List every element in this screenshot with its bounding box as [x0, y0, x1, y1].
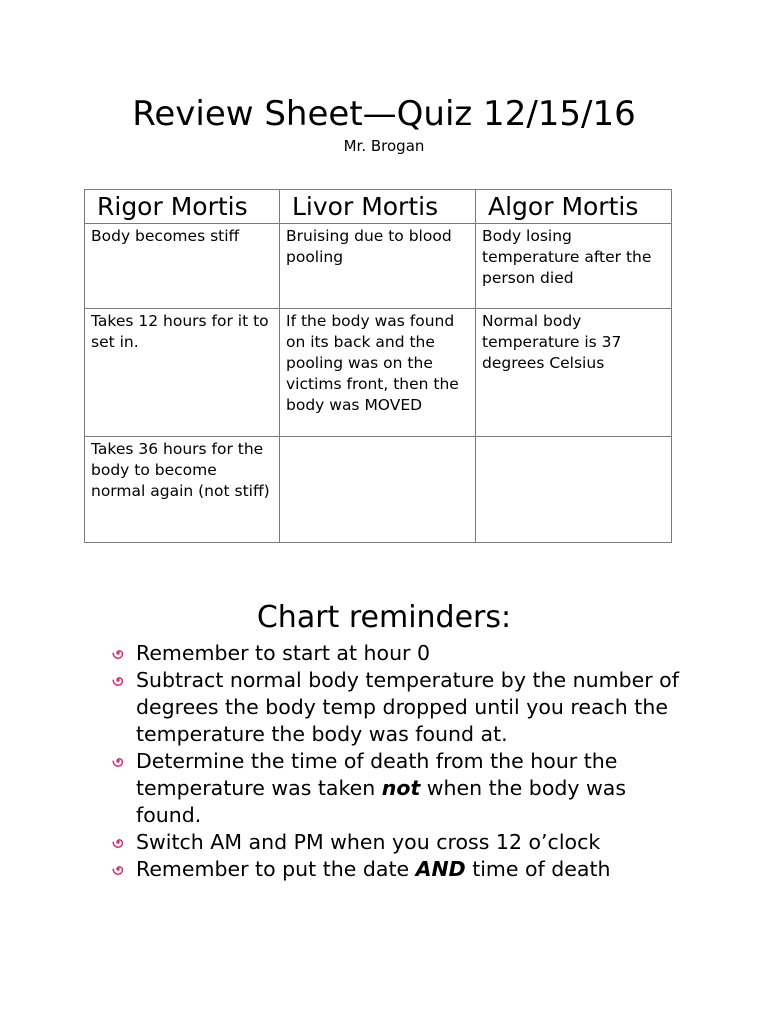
header-rigor-mortis: Rigor Mortis	[85, 190, 280, 224]
table-cell: Normal body temperature is 37 degrees Celsius	[476, 309, 672, 437]
table-cell: Takes 36 hours for the body to become normal again (not stiff)	[85, 437, 280, 543]
reminders-title: Chart reminders:	[256, 600, 512, 635]
reminder-emphasis: not	[381, 776, 421, 800]
table-cell	[280, 437, 476, 543]
reminder-emphasis: AND	[415, 857, 466, 881]
header-livor-mortis: Livor Mortis	[280, 190, 476, 224]
swirl-bullet-icon	[112, 836, 124, 848]
list-item	[112, 856, 692, 883]
table-row	[85, 437, 672, 543]
mortis-table	[84, 189, 672, 543]
swirl-bullet-icon	[112, 863, 124, 875]
list-item	[112, 748, 692, 829]
table-row	[85, 309, 672, 437]
table-header-row	[85, 190, 672, 224]
document-title: Review Sheet—Quiz 12/15/16	[132, 94, 636, 134]
reminder-text: when the body was found.	[136, 776, 627, 827]
table-row	[85, 224, 672, 309]
table-cell: If the body was found on its back and the pooling was on the victims front, then the body was MOVED	[280, 309, 476, 437]
list-item	[112, 640, 692, 667]
table-cell: Bruising due to blood pooling	[280, 224, 476, 309]
reminder-text: Determine the time of death from the hour the temperature was taken	[136, 749, 618, 800]
swirl-bullet-icon	[112, 647, 124, 659]
table-cell: Body losing temperature after the person died	[476, 224, 672, 309]
table-cell: Body becomes stiff	[85, 224, 280, 309]
list-item	[112, 829, 692, 856]
reminders-list	[112, 640, 692, 883]
swirl-bullet-icon	[112, 755, 124, 767]
reminder-text: Remember to start at hour 0	[136, 641, 431, 665]
reminder-text: Remember to put the date	[136, 857, 416, 881]
table-cell	[476, 437, 672, 543]
swirl-bullet-icon	[112, 674, 124, 686]
header-algor-mortis: Algor Mortis	[476, 190, 672, 224]
reminder-text: Subtract normal body temperature by the number of degrees the body temp dropped until you reach the temperature the body was found at.	[136, 668, 679, 746]
list-item	[112, 667, 692, 748]
reminder-text: time of death	[465, 857, 611, 881]
table-cell: Takes 12 hours for it to set in.	[85, 309, 280, 437]
document-author: Mr. Brogan	[343, 137, 425, 155]
reminder-text: Switch AM and PM when you cross 12 o’clock	[136, 830, 601, 854]
